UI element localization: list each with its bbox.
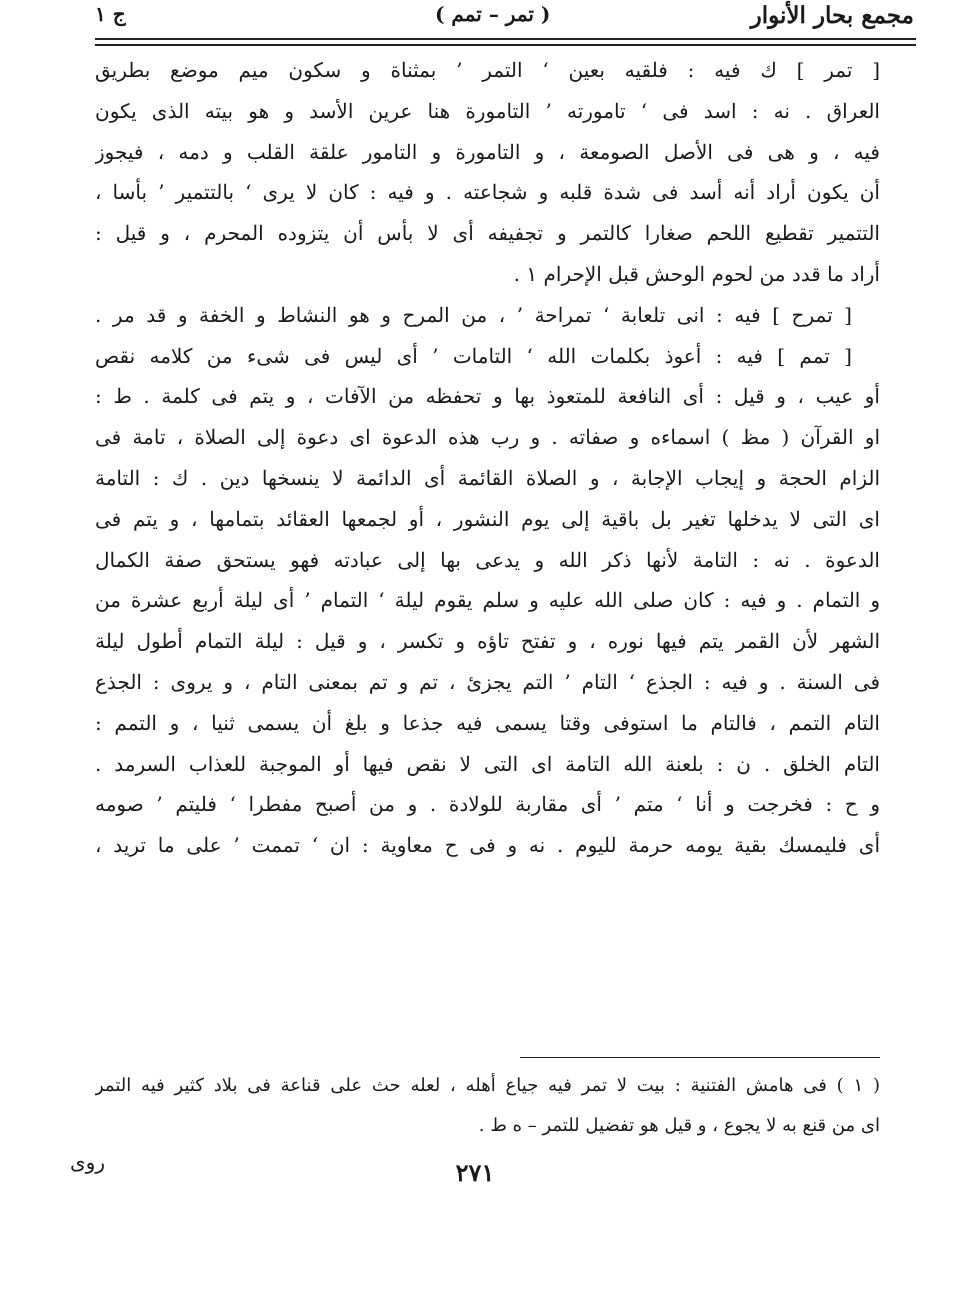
catchword: روى	[70, 1150, 105, 1174]
volume-number: ج ١	[95, 2, 126, 26]
root-range: ( تمر – تمم )	[435, 2, 551, 26]
text-line: او القرآن ( مظ ) اسماءه و صفاته . و رب هذه الدعوة اى دعوة إلى الصلاة ، تامة فى	[95, 425, 880, 450]
text-line: الدعوة . نه : التامة لأنها ذكر الله و يدعى بها إلى عبادته فهو يستحق صفة الكمال	[95, 547, 880, 572]
text-line: فى السنة . و فيه : الجذع ‘ التام ’ التم يجزئ ، تم و تم بمعنى التام ، و يروى : الجذع	[95, 669, 880, 694]
header-divider	[95, 38, 916, 46]
page-header	[95, 2, 914, 36]
footnote-divider	[520, 1057, 880, 1058]
text-line: [ تمم ] فيه : أعوذ بكلمات الله ‘ التامات ’ أى ليس فى شىء من كلامه نقص	[95, 343, 852, 368]
text-line: [ تمرح ] فيه : انى تلعابة ‘ تمراحة ’ ، من المرح و هو النشاط و الخفة و قد مر .	[95, 302, 852, 327]
text-line: التتمير تقطيع اللحم صغارا كالتمر و تجفيفه أى لا بأس أن يتزوده المحرم ، و قيل :	[95, 221, 880, 246]
text-line: أراد ما قدد من لحوم الوحش قبل الإحرام ١ .	[513, 261, 880, 286]
text-line: العراق . نه : اسد فى ‘ تامورته ’ التامورة هنا عرين الأسد و هو بيته الذى يكون	[95, 98, 880, 123]
text-line: أن يكون أراد أنه أسد فى شدة قلبه و شجاعته . و فيه : كان لا يرى ‘ بالتتمير ’ بأسا ،	[95, 180, 880, 205]
text-line: التام التمم ، فالتام ما استوفى وقتا يسمى فيه جذعا و بلغ أن يسمى ثنيا ، و التمم :	[95, 710, 880, 735]
text-line: أو عيب ، و قيل : أى النافعة للمتعوذ بها و تحفظه من الآفات ، و يتم فى كلمة . ط :	[95, 384, 880, 409]
text-line: الزام الحجة و إيجاب الإجابة ، و الصلاة القائمة أى الدائمة لا ينسخها دين . ك : التامة	[95, 465, 880, 490]
book-title: مجمع بحار الأنوار	[750, 2, 914, 29]
footnotes	[95, 1066, 880, 1146]
footnote-line: اى من قنع به لا يجوع ، و قيل هو تفضيل للتمر – ه ط .	[478, 1115, 880, 1136]
text-line: اى التى لا يدخلها تغير بل باقية إلى يوم النشور ، أو لجمعها العقائد بتمامها ، و يتم فى	[95, 506, 880, 531]
text-line: فيه ، و هى فى الأصل الصومعة ، و التامورة و التامور علقة القلب و دمه ، فيجوز	[95, 139, 880, 164]
text-line: و التمام . و فيه : كان صلى الله عليه و سلم يقوم ليلة ‘ التمام ’ أى ليلة أربع عشرة من	[95, 588, 880, 613]
text-line: الشهر لأن القمر يتم فيها نوره ، و تفتح تاؤه و تكسر ، و قيل : ليلة التمام أطول ليلة	[95, 629, 880, 654]
text-line: و ح : فخرجت و أنا ‘ متم ’ أى مقاربة للولادة . و من أصبح مفطرا ‘ فليتم ’ صومه	[95, 792, 880, 817]
text-line: أى فليمسك بقية يومه حرمة لليوم . نه و فى ح معاوية : ان ‘ تممت ’ على ما تريد ،	[95, 833, 880, 858]
footnote-line: ( ١ ) فى هامش الفتنية : بيت لا تمر فيه جياع أهله ، لعله حث على قناعة فى بلاد كثير فيه التمر	[95, 1075, 880, 1096]
text-line: [ تمر ] ك فيه : فلقيه بعين ‘ التمر ’ بمثناة و سكون ميم موضع بطريق	[95, 58, 880, 82]
page-number: ٢٧١	[455, 1158, 495, 1187]
main-text	[95, 50, 880, 866]
text-line: التام الخلق . ن : بلعنة الله التامة اى التى لا نقص فيها أو الموجبة للعذاب السرمد .	[95, 751, 880, 776]
